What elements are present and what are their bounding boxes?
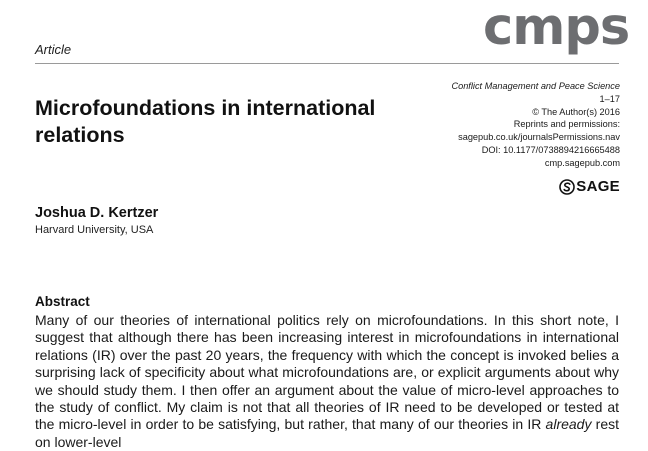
header-divider — [35, 63, 619, 64]
article-type-label: Article — [35, 42, 72, 57]
journal-name: Conflict Management and Peace Science — [451, 81, 620, 91]
sage-wordmark: SAGE — [576, 178, 620, 195]
author-affiliation: Harvard University, USA — [35, 224, 154, 236]
doi[interactable]: DOI: 10.1177/0738894216665488 — [481, 144, 620, 155]
abstract-emphasis: already — [545, 416, 592, 433]
journal-info-block — [451, 80, 620, 170]
journal-site-link[interactable]: cmp.sagepub.com — [544, 157, 620, 168]
abstract-text-part: Many of our theories of international politics rely on microfoundations. In this short note, I suggest that although there has been increasing interest in microfoundations in international relations (IR) over the past 20 years, the frequency with which the concept is invoked belies a surprising lack of specificity about what microfoundations are, or explicit arguments about why we should study them. I then offer an argument about the value of micro-level approaches to the study of conflict. My claim is not that all theories of IR need to be developed or tested at the micro-level in order to be satisfying, but rather, that many of our theories in IR — [35, 312, 619, 433]
page-range: 1–17 — [599, 93, 620, 104]
abstract-text — [35, 312, 619, 451]
reprints-label: Reprints and permissions: — [513, 119, 620, 130]
abstract-text-part: rest on lower-level — [35, 416, 619, 450]
article-title: Microfoundations in international relations — [35, 96, 376, 147]
copyright-notice: © The Author(s) 2016 — [532, 106, 620, 117]
abstract-heading: Abstract — [35, 294, 90, 309]
journal-logo: cmps — [483, 0, 630, 57]
author-name: Joshua D. Kertzer — [35, 205, 159, 221]
sage-swirl-icon — [559, 179, 575, 195]
sage-publisher-logo — [559, 178, 620, 195]
permissions-link[interactable]: sagepub.co.uk/journalsPermissions.nav — [458, 132, 620, 143]
